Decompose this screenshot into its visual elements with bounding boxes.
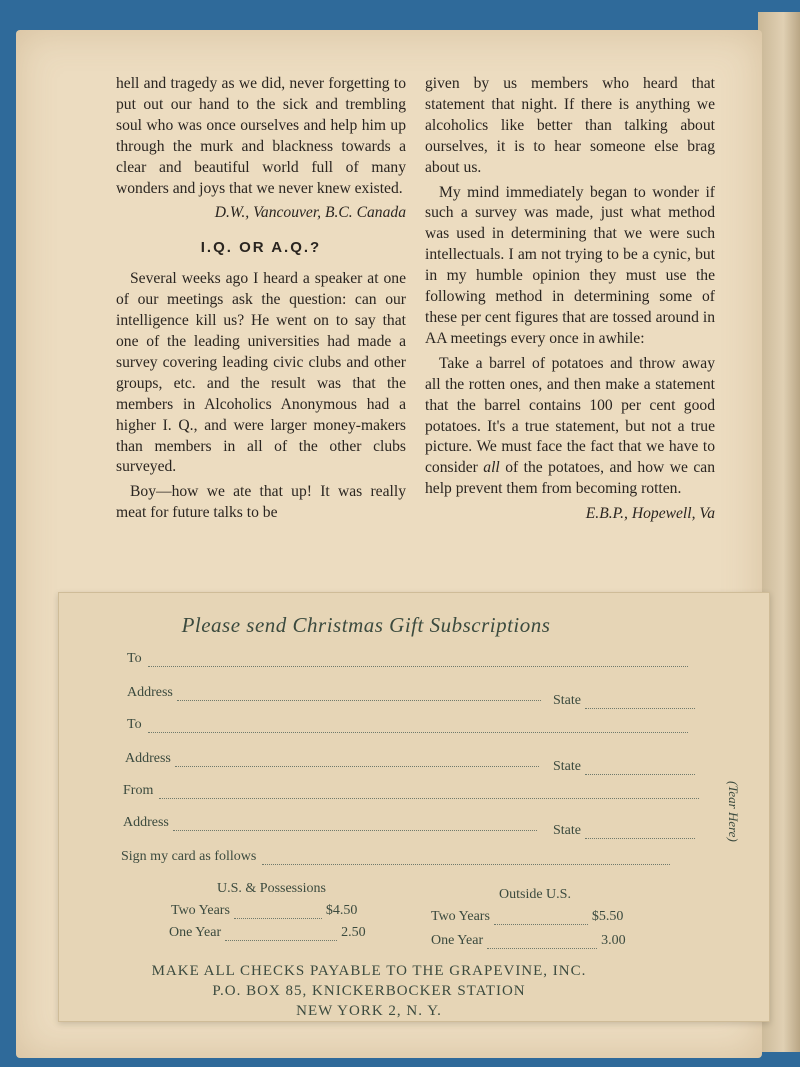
us-one-year-row: One Year 2.50 xyxy=(169,925,366,940)
address-field-2[interactable]: Address xyxy=(125,751,539,767)
us-two-years-row: Two Years $4.50 xyxy=(171,903,358,918)
address-field-3[interactable]: Address xyxy=(123,815,537,831)
left-signature: D.W., Vancouver, B.C. Canada xyxy=(214,204,406,222)
tear-here-label: (Tear Here) xyxy=(726,781,741,842)
outside-one-year-row: One Year 3.00 xyxy=(431,933,626,948)
right-paragraph-1: given by us members who heard that statement that night. If there is anything we alcoholics like better than talking about ourselves, it is to hear someone else brag about us. xyxy=(425,75,715,176)
sign-card-field[interactable]: Sign my card as follows xyxy=(121,849,670,865)
state-field-3[interactable]: State xyxy=(553,823,695,839)
article-heading: I.Q. OR A.Q.? xyxy=(200,239,322,257)
subscription-coupon xyxy=(58,592,770,1022)
po-box-line: P.O. BOX 85, KNICKERBOCKER STATION xyxy=(212,983,526,999)
right-signature: E.B.P., Hopewell, Va xyxy=(585,505,715,523)
address-field-1[interactable]: Address xyxy=(127,685,541,701)
city-line: NEW YORK 2, N. Y. xyxy=(296,1003,442,1019)
payable-line: MAKE ALL CHECKS PAYABLE TO THE GRAPEVINE, INC. xyxy=(151,963,587,979)
left-paragraph-3: Boy—how we ate that up! It was really meat for future talks to be xyxy=(116,483,406,522)
state-field-1[interactable]: State xyxy=(553,693,695,709)
us-price-heading: U.S. & Possessions xyxy=(217,881,326,896)
outside-price-heading: Outside U.S. xyxy=(499,887,571,902)
coupon-title: Please send Christmas Gift Subscriptions xyxy=(181,613,551,637)
to-field-2[interactable]: To xyxy=(127,717,688,733)
state-field-2[interactable]: State xyxy=(553,759,695,775)
right-paragraph-3: Take a barrel of potatoes and throw away all the rotten ones, and then make a statement that the barrel contains 100 per cent good potatoes. It's a true statement, but not a true picture. We must face the fact that we have to consider all of the potatoes, and how we can help prevent them from becoming rotten. xyxy=(425,354,715,498)
from-field[interactable]: From xyxy=(123,783,699,799)
outside-two-years-row: Two Years $5.50 xyxy=(431,909,624,924)
right-paragraph-2: My mind immediately began to wonder if such a survey was made, just what method was used in determining that we were such intellectuals. I am not trying to be a cynic, but in my humble opinion they must use the following method in determining some of these per cent figures that are tossed around in AA meetings every once in awhile: xyxy=(425,183,715,347)
left-paragraph-1: hell and tragedy as we did, never forgetting to put out our hand to the sick and trembling soul who was once ourselves and help him up through the murk and blackness towards a clear and beautiful world full of many wonders and joys that we never knew existed. xyxy=(116,75,406,197)
right-column xyxy=(425,74,715,525)
to-field-1[interactable]: To xyxy=(127,651,688,667)
left-column xyxy=(116,74,406,528)
left-paragraph-2: Several weeks ago I heard a speaker at one of our meetings ask the question: can our intelligence kill us? He went on to say that one of the leading universities had made a survey covering leading civic clubs and other groups, etc. and the result was that the members in Alcoholics Anonymous had a higher I. Q., and were larger money-makers than members in all of the other clubs surveyed. xyxy=(116,270,406,476)
